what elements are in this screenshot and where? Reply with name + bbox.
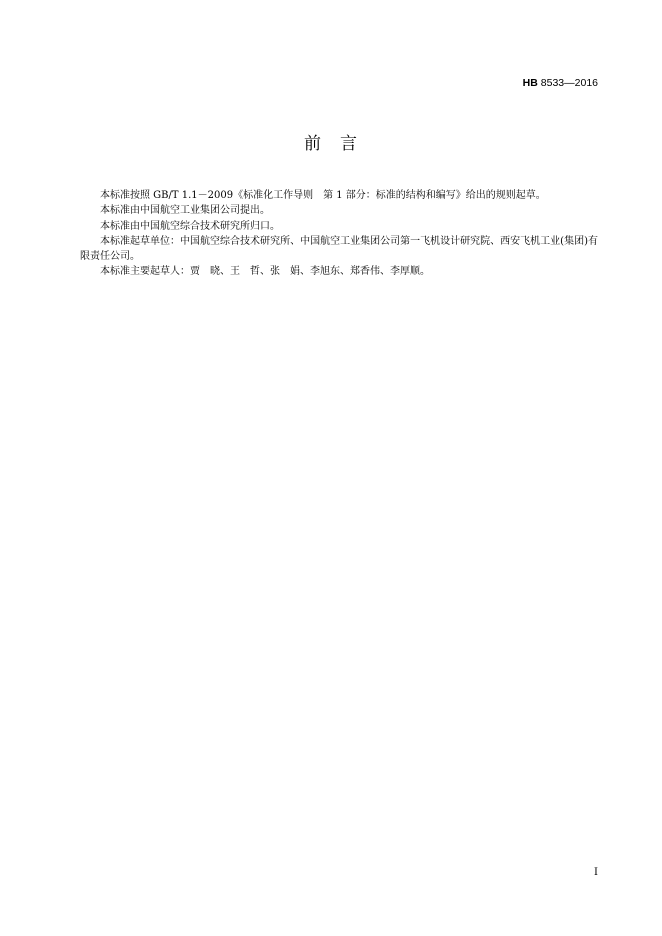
paragraph-drafters: 本标准主要起草人：贾 晓、王 哲、张 娟、李旭东、郑香伟、李厚顺。 <box>100 266 430 278</box>
paragraph-drafting-rules: 本标准按照 GB/T 1.1－2009《标准化工作导则 第 1 部分：标准的结构和编写》给出的规则起草。 <box>100 190 546 201</box>
foreword-body <box>80 188 598 280</box>
standard-code <box>523 76 598 90</box>
paragraph-drafting-units: 本标准起草单位：中国航空综合技术研究所、中国航空工业集团公司第一飞机设计研究院、西安飞机工业(集团)有限责任公司。 <box>80 235 598 263</box>
page-title: 前 言 <box>304 134 358 154</box>
standard-code-prefix: HB <box>522 77 538 89</box>
paragraph-proposed-by: 本标准由中国航空工业集团公司提出。 <box>100 205 270 217</box>
page-number: I <box>594 867 598 878</box>
paragraph-under-jurisdiction: 本标准由中国航空综合技术研究所归口。 <box>100 220 280 232</box>
standard-code-number: 8533—2016 <box>540 77 598 89</box>
